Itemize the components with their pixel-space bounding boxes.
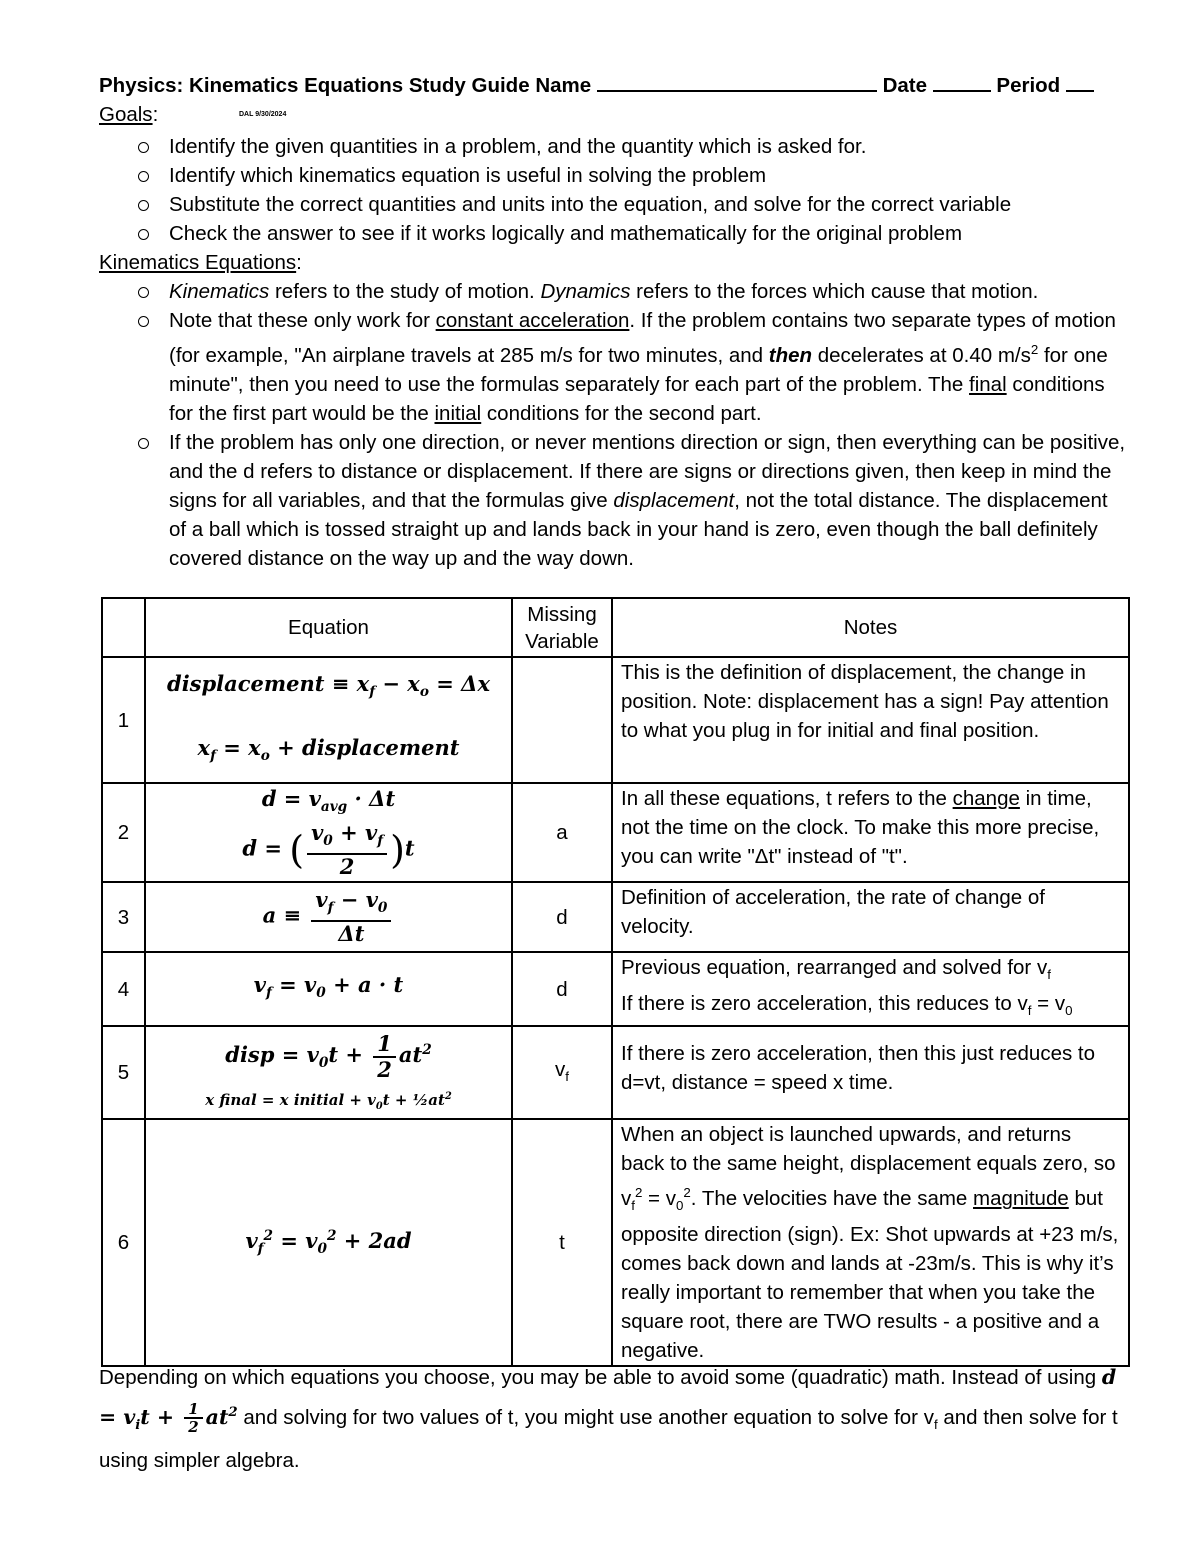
- text: = v: [642, 1187, 676, 1211]
- equations-table: [101, 597, 1130, 1367]
- date-label: Date: [882, 74, 927, 97]
- subscript: f: [1027, 1003, 1032, 1019]
- notes-cell: If there is zero acceleration, then this just reduces to d=vt, distance = speed x time.: [612, 1026, 1129, 1119]
- document-title: Physics: Kinematics Equations Study Guide: [99, 74, 530, 97]
- kinematics-heading: Kinematics Equations: [99, 251, 297, 274]
- text: and solving for two values of t, you might use another equation to solve for v: [243, 1405, 934, 1429]
- equation-cell: [145, 882, 512, 952]
- text: refers to the study of motion.: [269, 280, 541, 303]
- notes-cell: [612, 783, 1129, 882]
- kinematics-item: [169, 428, 1129, 573]
- missing-variable: t: [512, 1119, 612, 1366]
- text: When an object is launched upwards, and returns back to the same height, displacement equals zero, so v: [621, 1123, 1116, 1211]
- row-number: 1: [102, 657, 145, 783]
- table-row: [102, 952, 1129, 1026]
- text: for one minute", then you need to use the formulas separately for each part of the problem. The: [169, 343, 1108, 396]
- missing-variable: [512, 657, 612, 783]
- kinematics-item: [169, 306, 1129, 428]
- note-line: [621, 989, 1120, 1025]
- kinematics-item: [169, 277, 1129, 306]
- superscript: 2: [1030, 342, 1039, 357]
- subscript: 0: [1065, 1003, 1073, 1019]
- goals-heading-line: Goals: DAL 9/30/2024: [99, 103, 287, 126]
- emphasis-text: then: [768, 343, 813, 367]
- equation: $v_f = v_0 + a \cdot t$: [253, 972, 404, 1002]
- table-row: [102, 1026, 1129, 1119]
- table-row: [102, 783, 1129, 882]
- text: and then solve for t using simpler algebra.: [99, 1405, 1118, 1472]
- table-row: [102, 657, 1129, 783]
- superscript: 2: [683, 1185, 691, 1201]
- equation: d = ( $\frac{v_0 + v_f}{2}$ )t: [242, 819, 415, 879]
- notes-cell: [612, 952, 1129, 1026]
- goals-heading: Goals: [99, 103, 153, 126]
- missing-variable: d: [512, 882, 612, 952]
- underlined-text: constant acceleration: [435, 309, 630, 332]
- underlined-text: initial: [434, 401, 482, 425]
- notes-cell: This is the definition of displacement, the change in position. Note: displacement has a sign! Pay attention to what you plug in for initial and final position.: [612, 657, 1129, 783]
- text: conditions for the first part would be the: [169, 372, 1105, 425]
- period-label: Period: [996, 74, 1061, 97]
- table-row: [102, 882, 1129, 952]
- goal-item: Check the answer to see if it works logically and mathematically for the original problem: [169, 219, 1129, 248]
- equation: $x_f = x_o$ + displacement: [197, 735, 460, 765]
- equation-cell: [145, 952, 512, 1026]
- goal-item: Substitute the correct quantities and units into the equation, and solve for the correct variable: [169, 190, 1129, 219]
- equation: displacement ≡ $x_f - x_o = \Delta x$: [167, 670, 490, 700]
- equation-cell: [145, 1119, 512, 1366]
- missing-variable: [512, 1026, 612, 1119]
- notes-cell: [612, 1119, 1129, 1366]
- missing-variable: a: [512, 783, 612, 882]
- note-line: [621, 953, 1120, 989]
- subscript: f: [631, 1198, 635, 1214]
- subscript: f: [1047, 967, 1051, 983]
- row-number: 3: [102, 882, 145, 952]
- row-number: 4: [102, 952, 145, 1026]
- text: . If the problem contains two separate types of motion (for example, "An airplane travels at 285 m/s for two minutes, and: [169, 309, 1116, 367]
- text: = v: [1031, 992, 1066, 1016]
- text: Note that these only work for: [169, 309, 436, 332]
- text: decelerates at 0.40 m/s: [812, 343, 1031, 367]
- notes-cell: Definition of acceleration, the rate of change of velocity.: [612, 882, 1129, 952]
- text: If there is zero acceleration, this reduces to v: [621, 992, 1028, 1016]
- equation: $v_f^2 = v_0^2 + 2ad$: [245, 1227, 412, 1257]
- text: conditions for the second part.: [481, 401, 762, 425]
- date-field[interactable]: [933, 70, 991, 92]
- text: , not the total distance. The displacement of a ball which is tossed straight up and lands back in your hand is zero, even though the ball definitely covered distance on the way up and the way down.: [169, 488, 1108, 570]
- name-field[interactable]: [597, 70, 877, 92]
- subscript: 0: [675, 1198, 684, 1214]
- name-label: Name: [535, 74, 592, 97]
- kinematics-list: [99, 277, 1129, 573]
- inline-equation: $d = v_it$ + $\frac{1}{2}$ $at^2$: [99, 1365, 1117, 1437]
- superscript: 2: [634, 1185, 643, 1201]
- document-header: [99, 70, 1129, 100]
- equation: x final = x initial + $v_0t$ + $\frac{1}{2}at^2$: [205, 1091, 452, 1113]
- text: refers to the forces which cause that motion.: [630, 280, 1039, 303]
- closing-paragraph: [99, 1360, 1139, 1478]
- underlined-text: magnitude: [973, 1187, 1069, 1211]
- equation-cell: [145, 657, 512, 783]
- period-field[interactable]: [1066, 70, 1094, 92]
- text: v: [555, 1057, 566, 1081]
- header-missing-variable: Missing Variable: [512, 598, 612, 657]
- row-number: 5: [102, 1026, 145, 1119]
- equation: a ≡ $\frac{v_f - v_0}{\Delta t}$: [146, 888, 511, 946]
- emphasis-text: displacement: [613, 488, 735, 512]
- goals-list: [99, 132, 1129, 248]
- text: If the problem has only one direction, or never mentions direction or sign, then everything can be positive, and the d refers to distance or displacement. If there are signs or directions given, then keep in mind the signs for all variables, and that the formulas give: [169, 430, 1126, 512]
- subscript: f: [565, 1068, 569, 1084]
- underlined-text: final: [969, 372, 1007, 396]
- dynamics-term: Dynamics: [540, 280, 631, 303]
- text: Previous equation, rearranged and solved for v: [621, 956, 1048, 979]
- equation: $d = v_{avg} \cdot \Delta t$: [261, 786, 396, 816]
- row-number: 6: [102, 1119, 145, 1366]
- kinematics-heading-line: Kinematics Equations:: [99, 251, 302, 274]
- text: in time, not the time on the clock. To make this more precise, you can write "Δt" instead of "t".: [621, 787, 1100, 868]
- equation: disp = $v_0t$ + $\frac{1}{2}$ $at^2$: [225, 1030, 432, 1082]
- equation-cell: [145, 1026, 512, 1119]
- table-row: [102, 1119, 1129, 1366]
- kinematics-term: Kinematics: [169, 280, 270, 303]
- text: . The velocities have the same: [690, 1187, 974, 1211]
- header-blank: [102, 598, 145, 657]
- goal-item: Identify which kinematics equation is useful in solving the problem: [169, 161, 1129, 190]
- header-notes: Notes: [612, 598, 1129, 657]
- text: but opposite direction (sign). Ex: Shot upwards at +23 m/s, comes back down and lands at -23m/s. This is why it’s really important to remember that when you take the square root, there are TWO results - a positive and a negative.: [621, 1187, 1119, 1363]
- header-equation: Equation: [145, 598, 512, 657]
- underlined-text: change: [952, 787, 1020, 810]
- subscript: f: [933, 1416, 938, 1432]
- row-number: 2: [102, 783, 145, 882]
- text: Depending on which equations you choose, you may be able to avoid some (quadratic) math. Instead of using: [99, 1366, 1102, 1389]
- date-stamp: DAL 9/30/2024: [239, 111, 287, 118]
- text: In all these equations, t refers to the: [621, 787, 953, 810]
- table-header-row: [102, 598, 1129, 657]
- missing-variable: d: [512, 952, 612, 1026]
- equation-cell: [145, 783, 512, 882]
- goal-item: Identify the given quantities in a problem, and the quantity which is asked for.: [169, 132, 1129, 161]
